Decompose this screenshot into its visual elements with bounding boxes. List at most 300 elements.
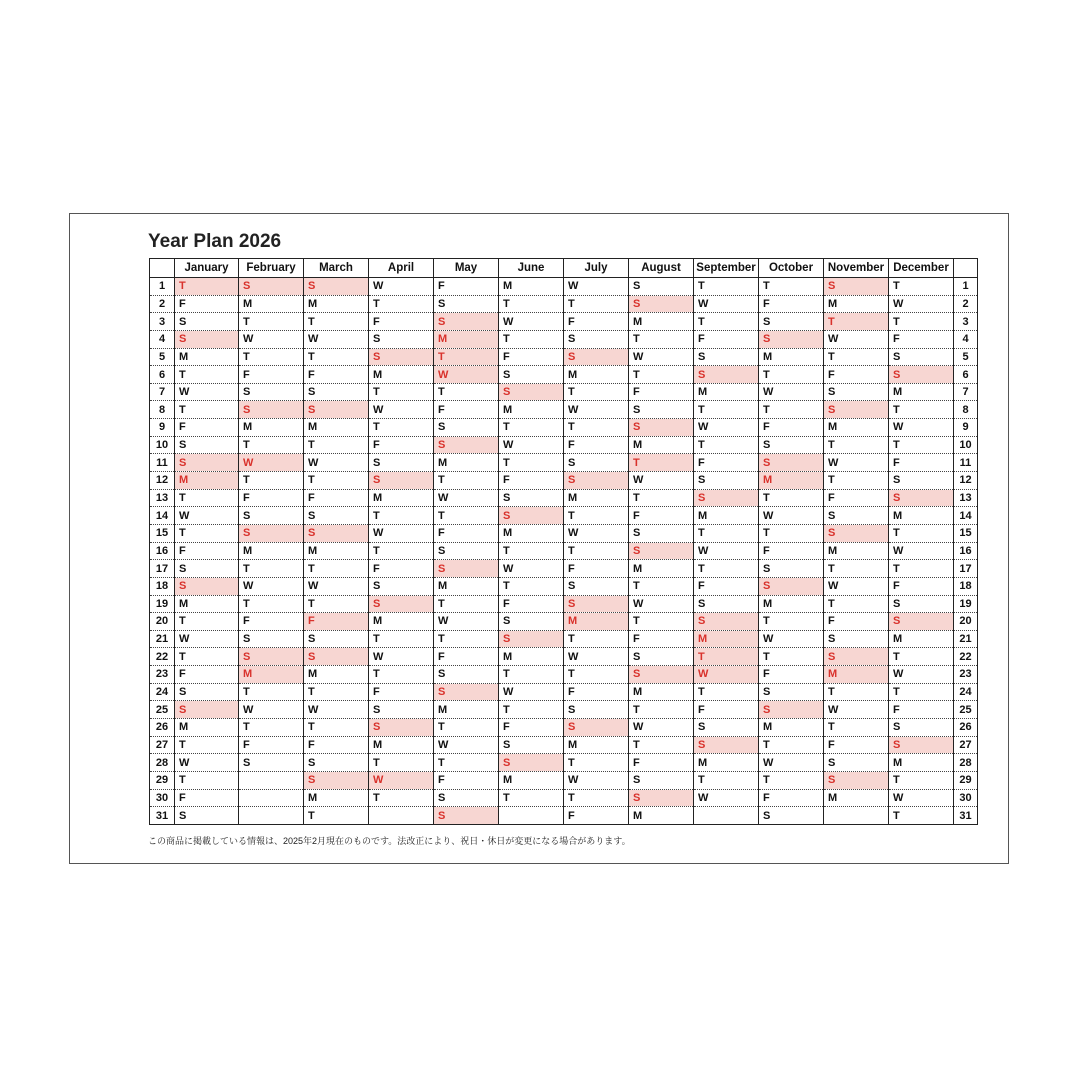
day-number-left: 15 (150, 524, 175, 542)
day-number-right: 10 (954, 436, 978, 454)
weekday-cell: M (499, 278, 564, 296)
weekday-cell: S (434, 666, 499, 684)
day-number-left: 7 (150, 383, 175, 401)
weekday-cell: T (824, 313, 889, 331)
weekday-cell: W (824, 330, 889, 348)
day-number-right: 8 (954, 401, 978, 419)
weekday-cell: S (239, 383, 304, 401)
weekday-cell: M (304, 542, 369, 560)
day-row (150, 454, 978, 472)
day-number-left: 19 (150, 595, 175, 613)
weekday-cell: F (499, 348, 564, 366)
weekday-cell: T (434, 754, 499, 772)
weekday-cell: F (239, 613, 304, 631)
year-plan-table (149, 258, 978, 825)
weekday-cell: T (824, 595, 889, 613)
day-row (150, 807, 978, 825)
month-header-april: April (369, 259, 434, 278)
weekday-cell: S (629, 542, 694, 560)
weekday-cell: T (564, 419, 629, 437)
weekday-cell (694, 807, 759, 825)
weekday-cell: F (175, 666, 239, 684)
day-number-right: 7 (954, 383, 978, 401)
day-row (150, 666, 978, 684)
weekday-cell: S (824, 630, 889, 648)
weekday-cell: T (175, 366, 239, 384)
weekday-cell: M (499, 401, 564, 419)
weekday-cell: S (759, 436, 824, 454)
weekday-cell: T (175, 401, 239, 419)
weekday-cell: T (889, 771, 954, 789)
weekday-cell: T (369, 666, 434, 684)
weekday-cell: F (564, 436, 629, 454)
weekday-cell: S (824, 754, 889, 772)
day-row (150, 524, 978, 542)
weekday-cell: F (694, 454, 759, 472)
weekday-cell: S (759, 330, 824, 348)
weekday-cell: S (175, 454, 239, 472)
weekday-cell: W (434, 366, 499, 384)
weekday-cell: M (564, 736, 629, 754)
weekday-cell: T (694, 648, 759, 666)
day-number-left: 30 (150, 789, 175, 807)
day-row (150, 630, 978, 648)
weekday-cell: F (759, 666, 824, 684)
weekday-cell: M (629, 560, 694, 578)
weekday-cell: M (759, 472, 824, 490)
weekday-cell: W (304, 330, 369, 348)
weekday-cell: S (629, 295, 694, 313)
weekday-cell: M (824, 666, 889, 684)
weekday-cell: T (759, 366, 824, 384)
weekday-cell: W (304, 577, 369, 595)
weekday-cell: W (564, 771, 629, 789)
weekday-cell: M (629, 683, 694, 701)
day-number-left: 16 (150, 542, 175, 560)
weekday-cell: F (759, 789, 824, 807)
weekday-cell: T (304, 719, 369, 737)
weekday-cell: M (499, 771, 564, 789)
weekday-cell: M (889, 507, 954, 525)
day-number-left: 23 (150, 666, 175, 684)
day-row (150, 789, 978, 807)
day-number-left: 26 (150, 719, 175, 737)
weekday-cell: S (889, 595, 954, 613)
weekday-cell (239, 771, 304, 789)
weekday-cell: M (304, 419, 369, 437)
weekday-cell: T (369, 383, 434, 401)
weekday-cell: W (694, 295, 759, 313)
weekday-cell: M (369, 736, 434, 754)
weekday-cell: T (499, 701, 564, 719)
weekday-cell: M (499, 524, 564, 542)
weekday-cell: W (175, 630, 239, 648)
weekday-cell: M (629, 313, 694, 331)
day-row (150, 401, 978, 419)
weekday-cell: T (239, 595, 304, 613)
weekday-cell: S (564, 454, 629, 472)
day-row (150, 507, 978, 525)
weekday-cell: T (369, 542, 434, 560)
weekday-cell: M (564, 489, 629, 507)
weekday-cell: T (564, 295, 629, 313)
weekday-cell: T (499, 295, 564, 313)
weekday-cell: T (175, 524, 239, 542)
weekday-cell: F (824, 613, 889, 631)
weekday-cell: T (434, 507, 499, 525)
day-number-right: 17 (954, 560, 978, 578)
weekday-cell: M (889, 630, 954, 648)
weekday-cell (239, 789, 304, 807)
weekday-cell: T (499, 330, 564, 348)
weekday-cell: T (629, 736, 694, 754)
weekday-cell: M (629, 807, 694, 825)
weekday-cell: F (434, 524, 499, 542)
weekday-cell: M (369, 366, 434, 384)
day-number-right: 5 (954, 348, 978, 366)
weekday-cell: T (694, 401, 759, 419)
weekday-cell: S (434, 419, 499, 437)
weekday-cell: F (629, 383, 694, 401)
weekday-cell: T (434, 383, 499, 401)
weekday-cell: F (175, 419, 239, 437)
weekday-cell: T (694, 771, 759, 789)
weekday-cell: W (889, 666, 954, 684)
weekday-cell: S (759, 454, 824, 472)
weekday-cell: W (759, 754, 824, 772)
weekday-cell: M (239, 419, 304, 437)
weekday-cell: W (499, 560, 564, 578)
weekday-cell: F (434, 648, 499, 666)
weekday-cell: W (434, 489, 499, 507)
weekday-cell: W (564, 278, 629, 296)
weekday-cell: S (889, 736, 954, 754)
weekday-cell: T (629, 330, 694, 348)
corner-cell-left (150, 259, 175, 278)
weekday-cell: S (499, 754, 564, 772)
day-row (150, 366, 978, 384)
weekday-cell: T (889, 683, 954, 701)
month-header-november: November (824, 259, 889, 278)
weekday-cell: T (759, 489, 824, 507)
weekday-cell: F (889, 454, 954, 472)
weekday-cell: M (369, 613, 434, 631)
day-number-left: 11 (150, 454, 175, 472)
weekday-cell: S (889, 348, 954, 366)
footnote: この商品に掲載している情報は、2025年2月現在のものです。法改正により、祝日・休日が変更になる場合があります。 (148, 836, 631, 846)
weekday-cell: W (304, 454, 369, 472)
weekday-cell: M (694, 754, 759, 772)
day-number-left: 5 (150, 348, 175, 366)
weekday-cell: F (629, 630, 694, 648)
weekday-cell: F (889, 577, 954, 595)
day-number-left: 8 (150, 401, 175, 419)
weekday-cell: T (175, 278, 239, 296)
day-number-right: 23 (954, 666, 978, 684)
weekday-cell: S (369, 701, 434, 719)
weekday-cell: T (759, 736, 824, 754)
weekday-cell: M (369, 489, 434, 507)
weekday-cell: M (629, 436, 694, 454)
weekday-cell: S (564, 348, 629, 366)
weekday-cell: S (564, 701, 629, 719)
weekday-cell: M (694, 507, 759, 525)
day-row (150, 383, 978, 401)
weekday-cell: F (564, 807, 629, 825)
weekday-cell: W (629, 348, 694, 366)
weekday-cell (824, 807, 889, 825)
weekday-cell: T (629, 701, 694, 719)
weekday-cell: F (304, 613, 369, 631)
day-number-left: 17 (150, 560, 175, 578)
weekday-cell: S (499, 507, 564, 525)
day-row (150, 348, 978, 366)
day-number-right: 2 (954, 295, 978, 313)
weekday-cell: W (759, 630, 824, 648)
weekday-cell: T (824, 472, 889, 490)
weekday-cell: T (694, 683, 759, 701)
weekday-cell: T (304, 807, 369, 825)
day-number-left: 14 (150, 507, 175, 525)
month-header-september: September (694, 259, 759, 278)
weekday-cell: T (629, 489, 694, 507)
day-row (150, 295, 978, 313)
weekday-cell: S (239, 524, 304, 542)
month-header-january: January (175, 259, 239, 278)
day-number-left: 2 (150, 295, 175, 313)
weekday-cell: M (499, 648, 564, 666)
weekday-cell: T (304, 595, 369, 613)
weekday-cell: T (239, 313, 304, 331)
weekday-cell: F (369, 560, 434, 578)
weekday-cell: M (304, 666, 369, 684)
weekday-cell: F (564, 683, 629, 701)
weekday-cell: S (629, 278, 694, 296)
weekday-cell: S (434, 313, 499, 331)
weekday-cell: F (824, 366, 889, 384)
weekday-cell: M (759, 595, 824, 613)
weekday-cell: W (499, 683, 564, 701)
day-number-right: 9 (954, 419, 978, 437)
weekday-cell: S (889, 472, 954, 490)
day-number-right: 29 (954, 771, 978, 789)
weekday-cell: T (369, 507, 434, 525)
weekday-cell: T (499, 577, 564, 595)
weekday-cell: F (629, 754, 694, 772)
weekday-cell: T (239, 472, 304, 490)
weekday-cell: S (759, 807, 824, 825)
weekday-cell: M (304, 295, 369, 313)
weekday-cell: S (694, 613, 759, 631)
day-number-right: 14 (954, 507, 978, 525)
day-number-right: 6 (954, 366, 978, 384)
weekday-cell: T (369, 295, 434, 313)
day-row (150, 754, 978, 772)
day-number-left: 31 (150, 807, 175, 825)
day-number-right: 12 (954, 472, 978, 490)
weekday-cell: W (694, 419, 759, 437)
weekday-cell: W (824, 454, 889, 472)
weekday-cell: F (369, 683, 434, 701)
weekday-cell: T (759, 524, 824, 542)
weekday-cell: S (434, 683, 499, 701)
weekday-cell: S (629, 401, 694, 419)
weekday-cell: S (369, 577, 434, 595)
weekday-cell: W (434, 736, 499, 754)
weekday-cell: T (434, 348, 499, 366)
weekday-cell: S (434, 295, 499, 313)
weekday-cell: M (889, 754, 954, 772)
weekday-cell: T (759, 648, 824, 666)
weekday-cell: M (434, 701, 499, 719)
weekday-cell: T (239, 436, 304, 454)
weekday-cell: S (629, 789, 694, 807)
weekday-cell: M (175, 348, 239, 366)
weekday-cell: S (694, 348, 759, 366)
corner-cell-right (954, 259, 978, 278)
weekday-cell (239, 807, 304, 825)
month-header-may: May (434, 259, 499, 278)
weekday-cell: T (564, 754, 629, 772)
weekday-cell: F (759, 542, 824, 560)
weekday-cell: S (564, 472, 629, 490)
weekday-cell: T (889, 313, 954, 331)
weekday-cell: M (239, 666, 304, 684)
weekday-cell: S (239, 401, 304, 419)
weekday-cell: T (889, 807, 954, 825)
weekday-cell (369, 807, 434, 825)
weekday-cell: S (759, 313, 824, 331)
weekday-cell: S (239, 507, 304, 525)
day-row (150, 560, 978, 578)
weekday-cell: S (175, 560, 239, 578)
weekday-cell: W (369, 401, 434, 419)
weekday-cell: M (824, 295, 889, 313)
day-number-right: 26 (954, 719, 978, 737)
day-row (150, 472, 978, 490)
weekday-cell: S (369, 472, 434, 490)
weekday-cell: F (629, 507, 694, 525)
day-number-right: 1 (954, 278, 978, 296)
weekday-cell: W (499, 313, 564, 331)
day-number-right: 27 (954, 736, 978, 754)
weekday-cell: T (434, 595, 499, 613)
day-number-right: 4 (954, 330, 978, 348)
weekday-cell: F (239, 489, 304, 507)
weekday-cell: M (304, 789, 369, 807)
weekday-cell: T (564, 630, 629, 648)
weekday-cell: T (629, 613, 694, 631)
weekday-cell: M (694, 630, 759, 648)
month-header-october: October (759, 259, 824, 278)
weekday-cell: W (175, 383, 239, 401)
weekday-cell: T (175, 736, 239, 754)
day-number-right: 3 (954, 313, 978, 331)
weekday-cell: W (369, 524, 434, 542)
weekday-cell: W (239, 577, 304, 595)
weekday-cell: S (369, 348, 434, 366)
weekday-cell: S (304, 507, 369, 525)
weekday-cell: M (175, 719, 239, 737)
weekday-cell: T (889, 401, 954, 419)
weekday-cell: S (369, 454, 434, 472)
weekday-cell: F (369, 313, 434, 331)
weekday-cell: F (239, 366, 304, 384)
weekday-cell: T (824, 560, 889, 578)
weekday-cell: M (824, 789, 889, 807)
weekday-cell: S (889, 366, 954, 384)
weekday-cell: S (239, 630, 304, 648)
weekday-cell: M (564, 366, 629, 384)
weekday-cell: T (434, 719, 499, 737)
day-row (150, 278, 978, 296)
weekday-cell: T (499, 454, 564, 472)
weekday-cell: S (175, 330, 239, 348)
weekday-cell: T (889, 560, 954, 578)
weekday-cell: S (499, 489, 564, 507)
day-row (150, 595, 978, 613)
weekday-cell: T (889, 436, 954, 454)
day-number-right: 31 (954, 807, 978, 825)
weekday-cell: W (824, 701, 889, 719)
day-number-right: 13 (954, 489, 978, 507)
weekday-cell: T (694, 278, 759, 296)
weekday-cell: T (434, 472, 499, 490)
day-row (150, 701, 978, 719)
weekday-cell: F (369, 436, 434, 454)
weekday-cell: T (564, 507, 629, 525)
weekday-cell: F (889, 330, 954, 348)
weekday-cell: M (239, 542, 304, 560)
weekday-cell: M (434, 454, 499, 472)
weekday-cell: F (499, 472, 564, 490)
weekday-cell: T (369, 789, 434, 807)
weekday-cell: W (564, 401, 629, 419)
weekday-cell: S (304, 630, 369, 648)
weekday-cell: F (434, 401, 499, 419)
weekday-cell: S (629, 648, 694, 666)
weekday-cell: W (564, 648, 629, 666)
weekday-cell: S (759, 683, 824, 701)
weekday-cell: T (824, 683, 889, 701)
weekday-cell: S (629, 524, 694, 542)
page-title: Year Plan 2026 (148, 231, 282, 252)
weekday-cell: M (759, 719, 824, 737)
weekday-cell: S (824, 648, 889, 666)
weekday-cell: S (499, 366, 564, 384)
weekday-cell: T (499, 666, 564, 684)
weekday-cell: F (564, 313, 629, 331)
weekday-cell: W (694, 789, 759, 807)
day-number-left: 1 (150, 278, 175, 296)
weekday-cell: M (824, 542, 889, 560)
day-number-left: 22 (150, 648, 175, 666)
weekday-cell: T (759, 278, 824, 296)
weekday-cell: T (694, 313, 759, 331)
weekday-cell: W (629, 719, 694, 737)
weekday-cell: S (239, 648, 304, 666)
day-number-left: 29 (150, 771, 175, 789)
weekday-cell: F (759, 295, 824, 313)
day-row (150, 542, 978, 560)
weekday-cell: T (369, 754, 434, 772)
weekday-cell: M (239, 295, 304, 313)
weekday-cell: W (824, 577, 889, 595)
weekday-cell: F (304, 489, 369, 507)
weekday-cell: W (499, 436, 564, 454)
weekday-cell: T (694, 436, 759, 454)
day-number-right: 25 (954, 701, 978, 719)
